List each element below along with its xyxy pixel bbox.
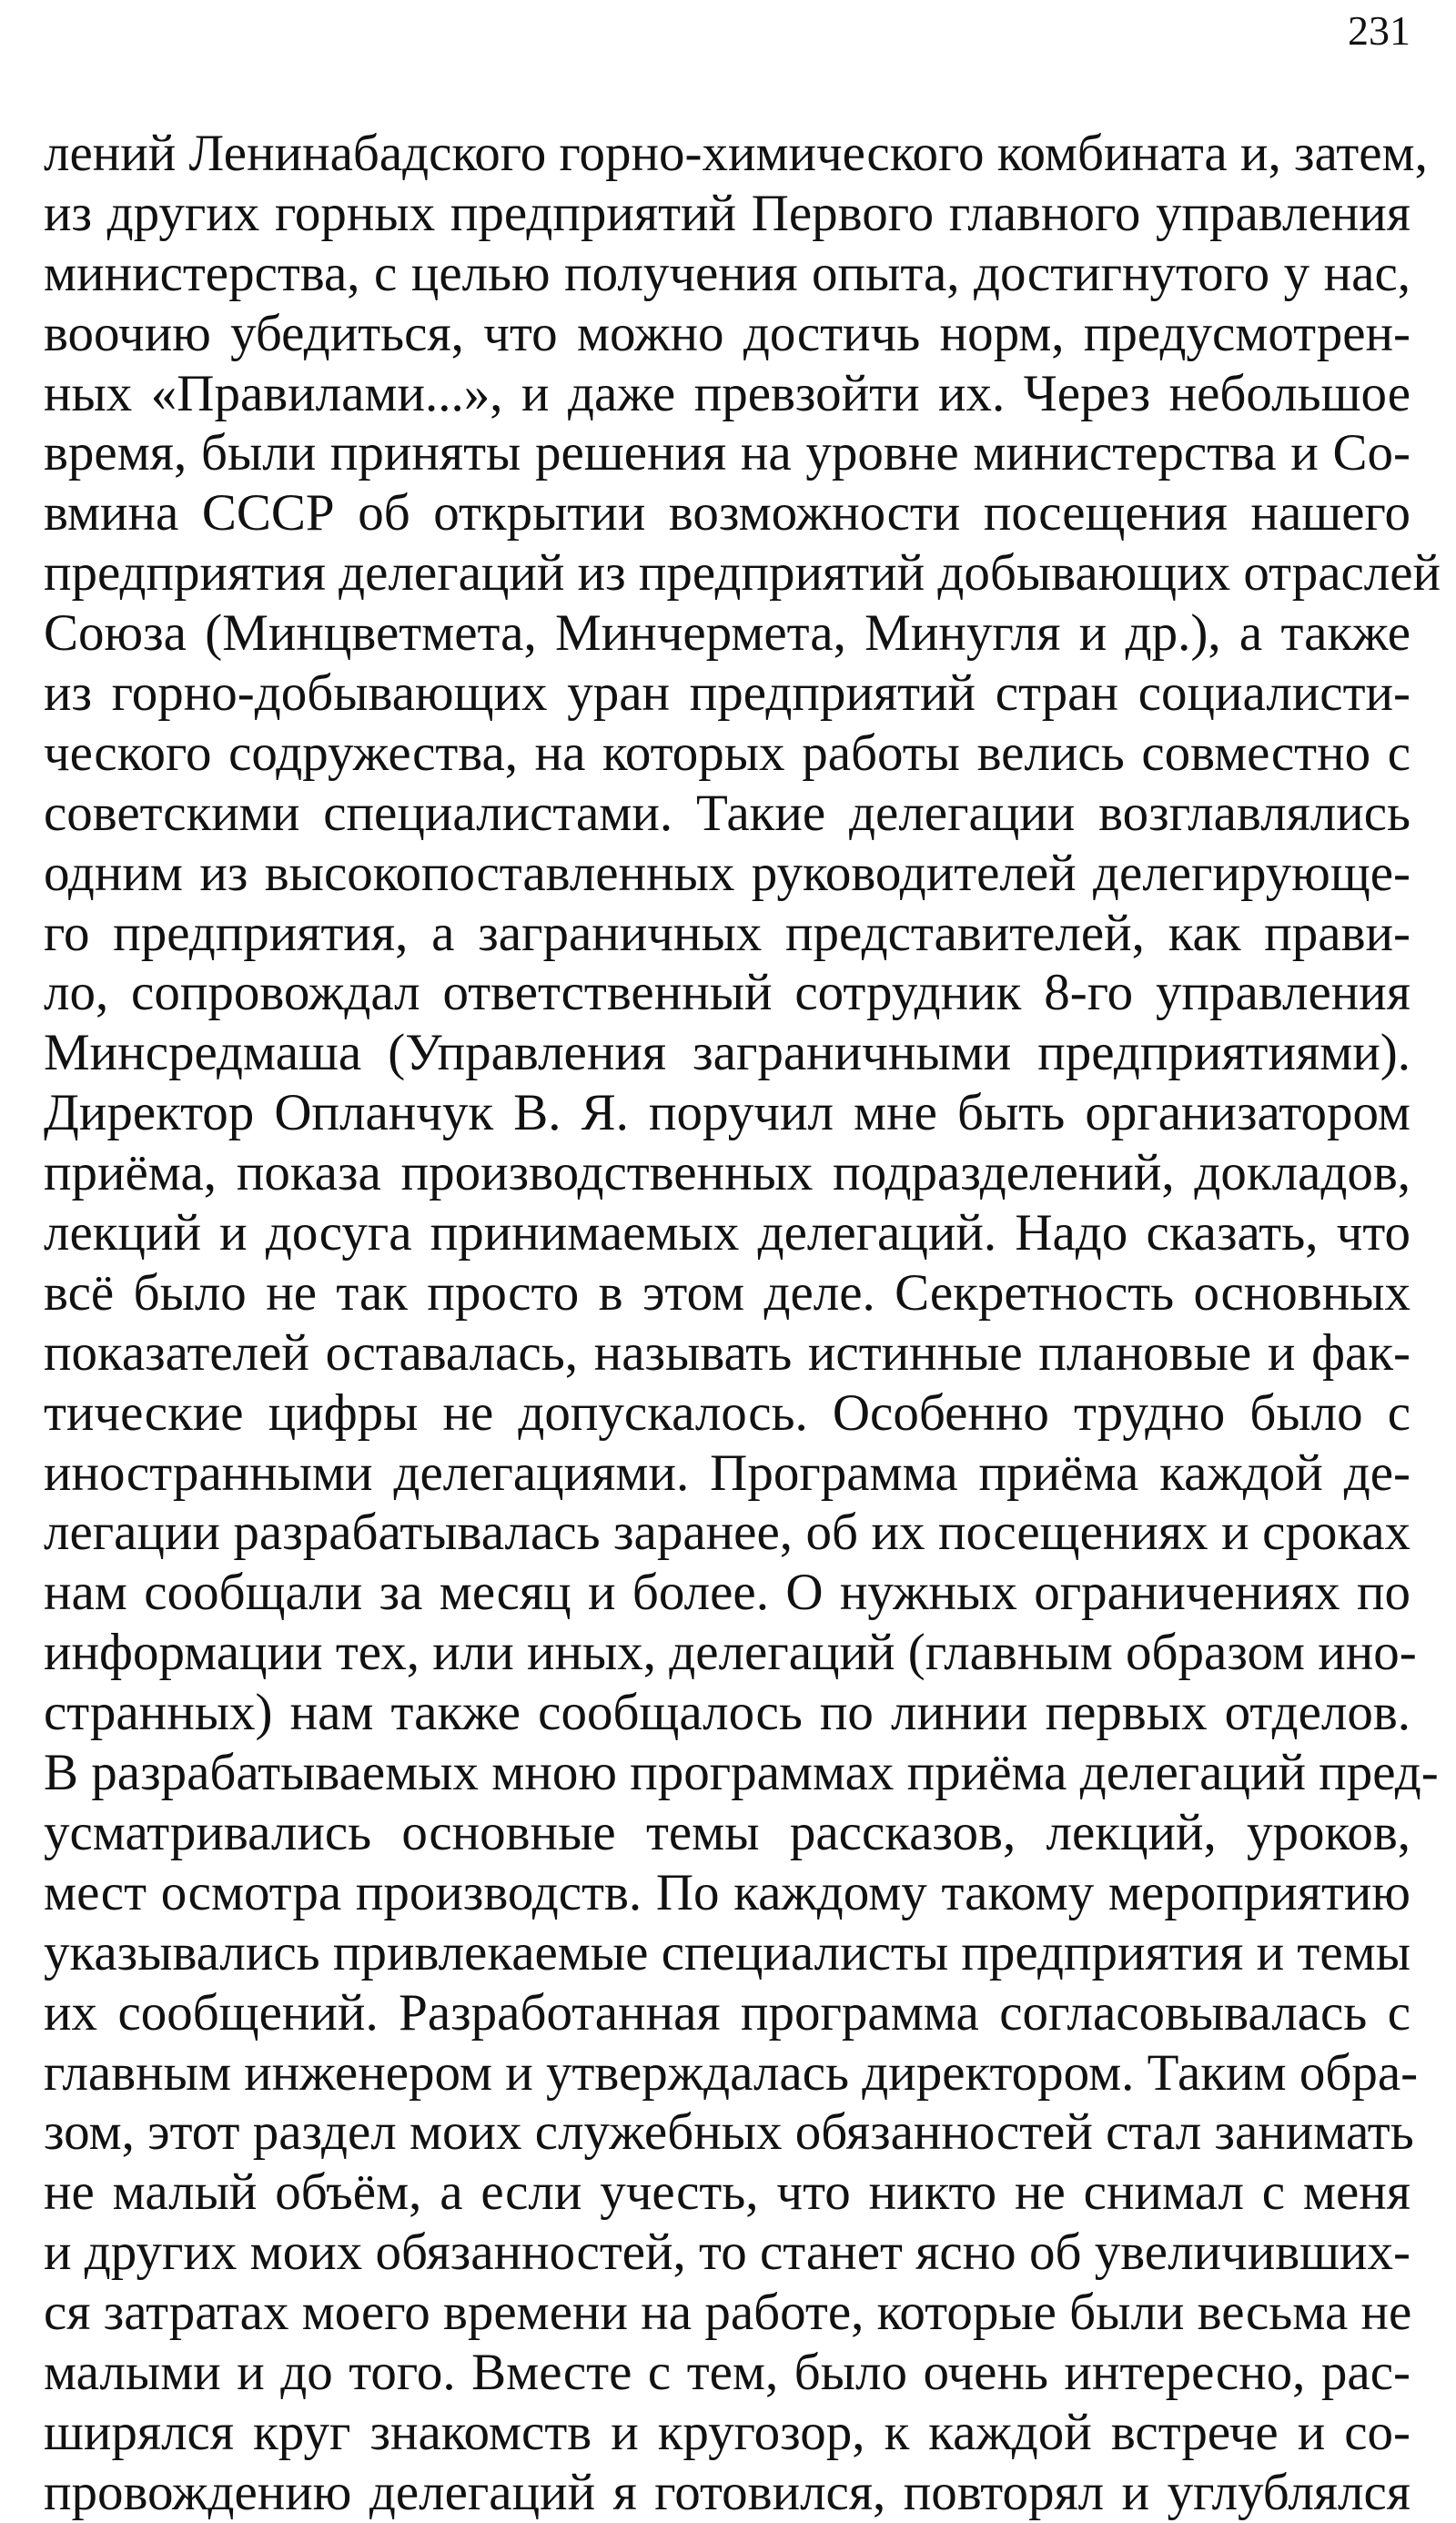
text-line: лений Ленинабадского горно-химического комбината и, затем, — [44, 125, 1428, 182]
text-line: нам сообщали за месяц и более. О нужных ограничениях по — [44, 1564, 1410, 1622]
text-line: В разрабатываемых мною программах приёма делегаций пред- — [44, 1744, 1439, 1802]
text-line: иностранными делегациями. Программа приёма каждой де- — [44, 1444, 1410, 1502]
text-line: их сообщений. Разработанная программа согласовывалась с — [44, 1983, 1410, 2042]
text-line: показателей оставалась, называть истинные плановые и фак- — [44, 1323, 1410, 1382]
text-line: советскими специалистами. Такие делегации возглавлялись — [44, 784, 1410, 842]
text-line: го предприятия, а заграничных представителей, как прави- — [44, 904, 1410, 962]
text-line: ширялся круг знакомств и кругозор, к каждой встрече и со- — [44, 2403, 1410, 2461]
text-line: усматривались основные темы рассказов, лекций, уроков, — [44, 1803, 1410, 1861]
text-line: предприятия делегаций из предприятий добывающих отраслей — [44, 544, 1441, 603]
text-line: воочию убедиться, что можно достичь норм, предусмотрен- — [44, 304, 1410, 362]
text-line: Союза (Минцветмета, Минчермета, Минугля и др.), а также — [44, 604, 1410, 663]
text-line: легации разрабатывалась заранее, об их посещениях и сроках — [44, 1504, 1410, 1562]
text-line: вмина СССР об открытии возможности посещения нашего — [44, 484, 1410, 542]
text-line: приёма, показа производственных подразделений, докладов, — [44, 1144, 1410, 1202]
text-line: министерства, с целью получения опыта, достигнутого у нас, — [44, 244, 1410, 302]
body-text — [44, 124, 1441, 2523]
text-line: одним из высокопоставленных руководителей делегирующе- — [44, 844, 1410, 902]
text-line: ческого содружества, на которых работы велись совместно с — [44, 724, 1410, 782]
text-line: ло, сопровождал ответственный сотрудник 8-го управления — [44, 964, 1410, 1022]
text-line: ных «Правилами...», и даже превзойти их. Через небольшое — [44, 364, 1410, 422]
text-line: провождению делегаций я готовился, повторял и углублялся — [44, 2463, 1410, 2521]
text-line: тические цифры не допускалось. Особенно трудно было с — [44, 1383, 1410, 1442]
text-line: и других моих обязанностей, то станет ясно об увеличивших- — [44, 2224, 1410, 2282]
text-line: Минсредмаша (Управления заграничными предприятиями). — [44, 1024, 1410, 1082]
text-line: зом, этот раздел моих служебных обязанностей стал занимать — [44, 2103, 1414, 2162]
text-line: лекций и досуга принимаемых делегаций. Надо сказать, что — [44, 1204, 1410, 1262]
text-line: из горно-добывающих уран предприятий стран социалисти- — [44, 664, 1410, 723]
text-line: не малый объём, а если учесть, что никто не снимал с меня — [44, 2163, 1410, 2222]
text-line: всё было не так просто в этом деле. Секретность основных — [44, 1263, 1410, 1322]
text-line: указывались привлекаемые специалисты предприятия и темы — [44, 1923, 1410, 1981]
text-line: мест осмотра производств. По каждому такому мероприятию — [44, 1863, 1410, 1921]
text-line: время, были приняты решения на уровне министерства и Со- — [44, 424, 1410, 482]
text-line: Директор Опланчук В. Я. поручил мне быть организатором — [44, 1084, 1410, 1142]
text-line: информации тех, или иных, делегаций (главным образом ино- — [44, 1624, 1417, 1682]
text-line: главным инженером и утверждалась директором. Таким обра- — [44, 2043, 1419, 2102]
text-line: из других горных предприятий Первого главного управления — [44, 184, 1410, 242]
text-line: ся затратах моего времени на работе, которые были весьма не — [44, 2284, 1412, 2342]
page-number: 231 — [1348, 7, 1410, 54]
text-line: странных) нам также сообщалось по линии первых отделов. — [44, 1684, 1410, 1742]
text-line: малыми и до того. Вместе с тем, было очень интересно, рас- — [44, 2343, 1410, 2401]
